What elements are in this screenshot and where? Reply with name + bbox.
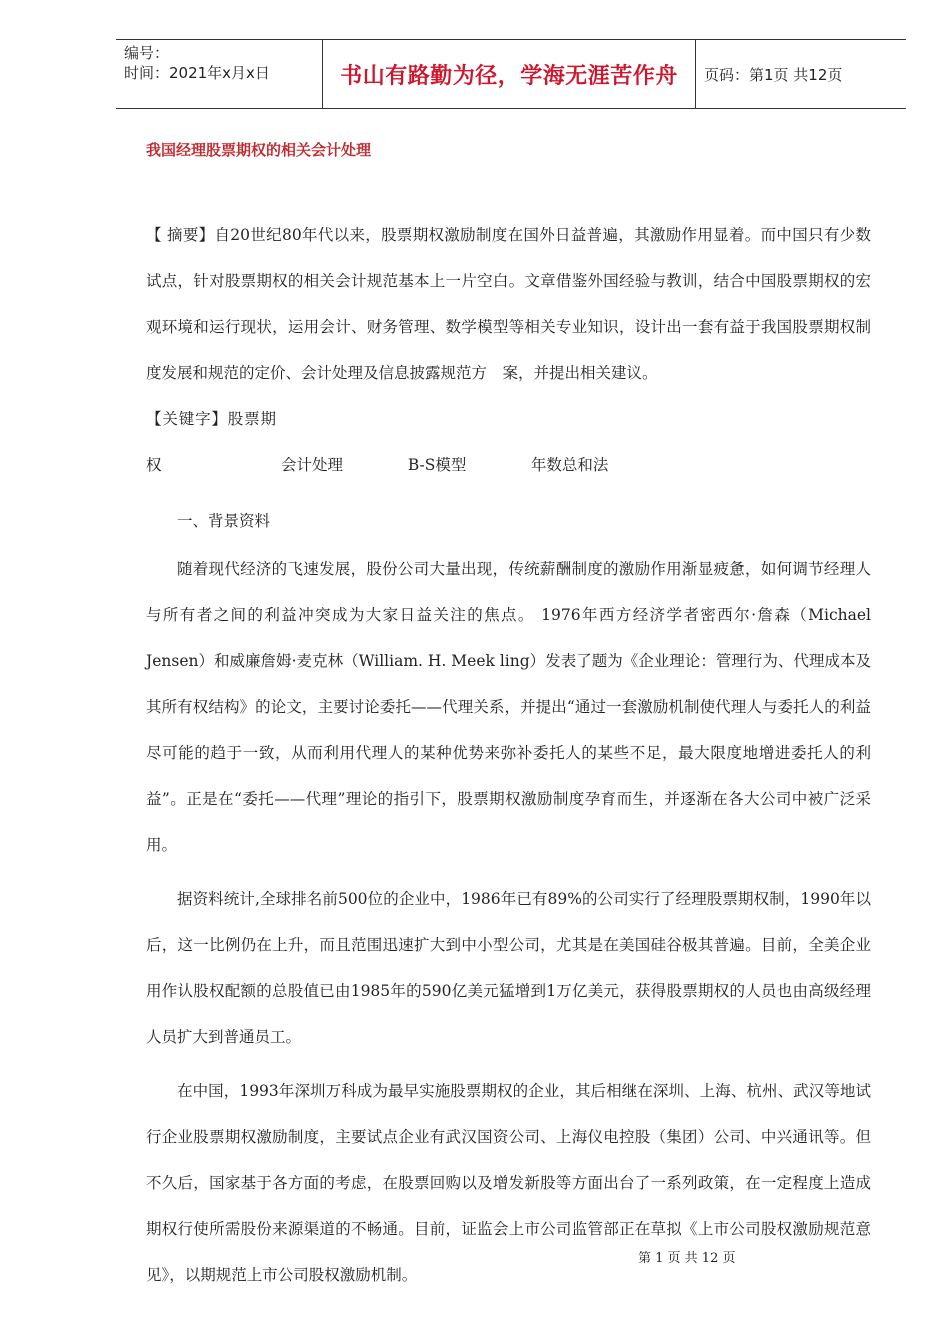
body-paragraph: 随着现代经济的飞速发展，股份公司大量出现，传统薪酬制度的激励作用渐显疲惫，如何调节经理人与所有者之间的利益冲突成为大家日益关注的焦点。 1976年西方经济学者密西尔·詹森（Michael Jensen）和威廉詹姆·麦克林（William. H. Meek ling）发表了题为《企业理论：管理行为、代理成本及其所有权结构》的论文，主要讨论委托——代理关系，并提出“通过一套激励机制使代理人与委托人的利益尽可能的趋于一致，从而利用代理人的某种优势来弥补委托人的某些不足，最大限度地增进委托人的利益”。正是在“委托——代理”理论的指引下，股票期权激励制度孕育而生，并逐渐在各大公司中被广泛采用。 bbox=[146, 560, 871, 854]
page-footer: 第 1 页 共 12 页 bbox=[638, 1251, 736, 1266]
page-header bbox=[116, 39, 906, 109]
header-meta bbox=[116, 40, 322, 108]
section-heading: 一、背景资料 bbox=[177, 512, 271, 530]
header-page-number: 页码：第1页 共12页 bbox=[704, 65, 843, 84]
keyword-sum-of-years: 年数总和法 bbox=[530, 456, 609, 474]
keyword-accounting: 会计处理 bbox=[280, 456, 343, 474]
keywords-line bbox=[146, 396, 871, 488]
document-number: 编号： bbox=[124, 44, 170, 62]
body-paragraph: 据资料统计,全球排名前500位的企业中，1986年已有89%的公司实行了经理股票期权制，1990年以后，这一比例仍在上升，而且范围迅速扩大到中小型公司，尤其是在美国硅谷极其普遍。目前，全美企业用作认股权配额的总股值已由1985年的590亿美元猛增到1万亿美元，获得股票期权的人员也由高级经理人员扩大到普通员工。 bbox=[146, 890, 871, 1046]
document-title: 我国经理股票期权的相关会计处理 bbox=[146, 141, 372, 159]
keywords-label: 【关键字】股票期权 bbox=[146, 410, 276, 474]
document-body bbox=[146, 212, 871, 1298]
body-paragraph: 在中国，1993年深圳万科成为最早实施股票期权的企业，其后相继在深圳、上海、杭州、武汉等地试行企业股票期权激励制度，主要试点企业有武汉国资公司、上海仪电控股（集团）公司、中兴通讯等。但不久后，国家基于各方面的考虑，在股票回购以及增发新股等方面出台了一系列政策，在一定程度上造成期权行使所需股份来源渠道的不畅通。目前，证监会上市公司监管部正在草拟《上市公司股权激励规范意见》，以期规范上市公司股权激励机制。 bbox=[146, 1082, 871, 1284]
document-time: 时间：2021年x月x日 bbox=[124, 64, 270, 82]
header-motto: 书山有路勤为径，学海无涯苦作舟 bbox=[322, 40, 696, 108]
abstract-paragraph: 【 摘要】自20世纪80年代以来，股票期权激励制度在国外日益普遍，其激励作用显着。而中国只有少数试点，针对股票期权的相关会计规范基本上一片空白。文章借鉴外国经验与教训，结合中国股票期权的宏观环境和运行现状，运用会计、财务管理、数学模型等相关专业知识，设计出一套有益于我国股票期权制度发展和规范的定价、会计处理及信息披露规范方 案，并提出相关建议。 bbox=[146, 226, 871, 382]
keyword-bs-model: B-S模型 bbox=[407, 456, 467, 474]
